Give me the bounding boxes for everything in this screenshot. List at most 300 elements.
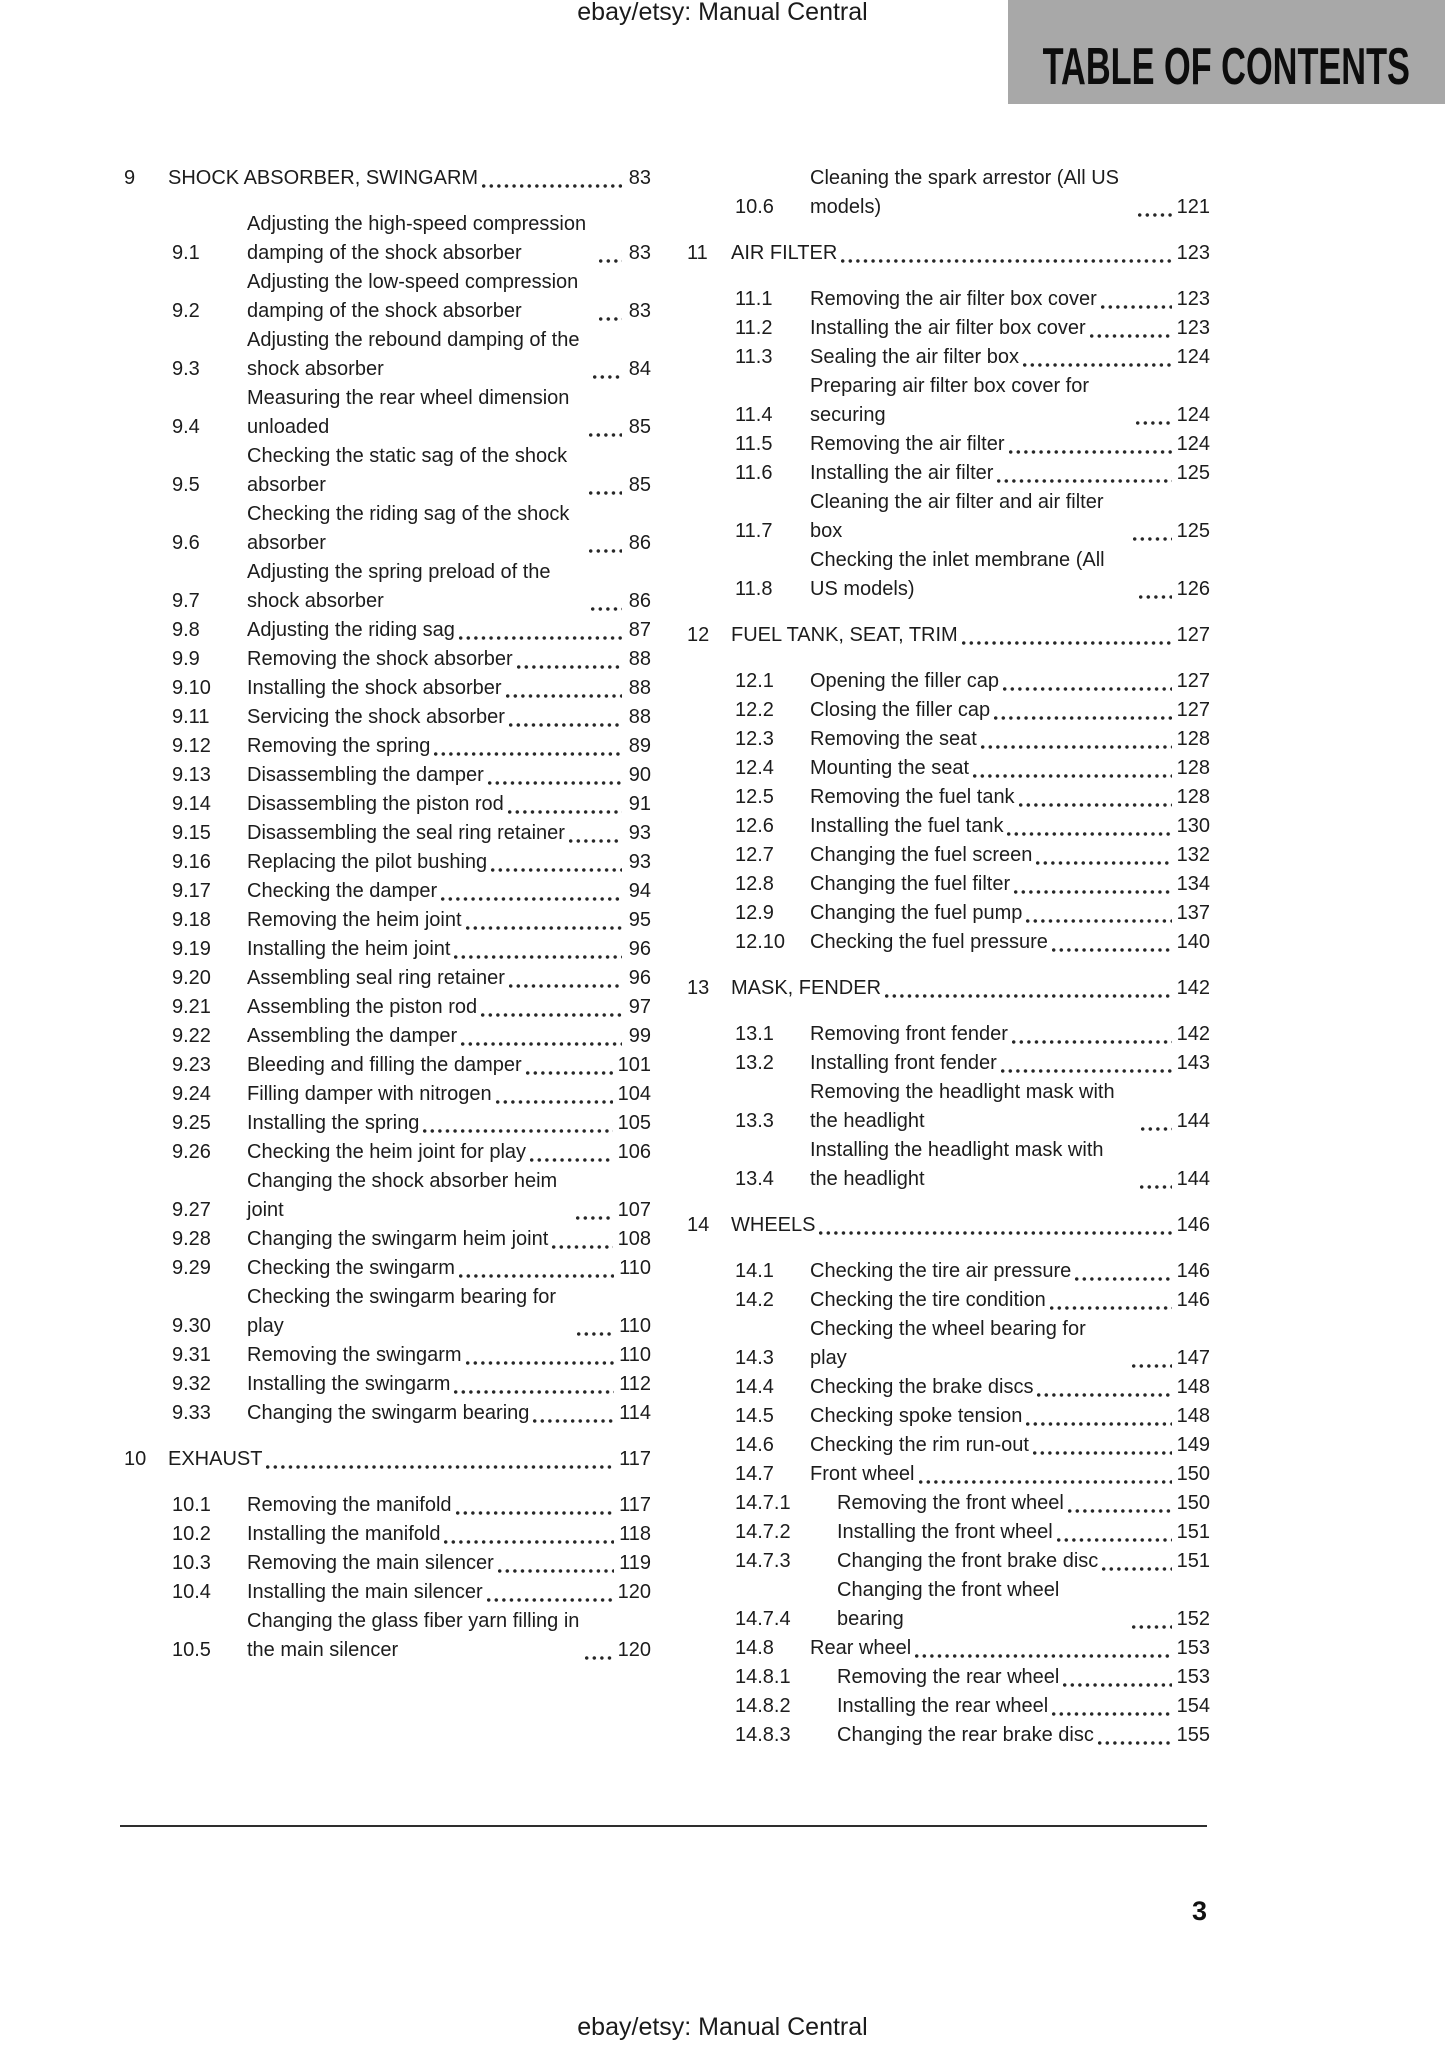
entry-number: 9.26 <box>172 1141 211 1163</box>
toc-entry-row <box>687 1136 1210 1194</box>
entry-title: MASK, FENDER <box>731 977 882 999</box>
entry-page-number: 123 <box>1176 317 1210 339</box>
toc-entry-row <box>124 1051 651 1080</box>
entry-number: 12.3 <box>735 728 774 750</box>
entry-page-number: 137 <box>1176 902 1210 924</box>
entry-page-number: 119 <box>619 1552 651 1574</box>
toc-entry-row <box>124 1491 651 1520</box>
entry-page-number: 97 <box>628 996 651 1018</box>
entry-page-number: 152 <box>1176 1608 1210 1630</box>
entry-number: 10.3 <box>172 1552 211 1574</box>
dot-leader <box>459 1274 614 1278</box>
dot-leader <box>1133 537 1172 541</box>
entry-title: Installing front fender <box>810 1052 997 1074</box>
entry-number: 9.2 <box>172 300 200 322</box>
entry-number: 12.4 <box>735 757 774 779</box>
entry-number: 10.5 <box>172 1639 211 1661</box>
dot-leader <box>973 774 1172 778</box>
entry-title: EXHAUST <box>168 1448 263 1470</box>
entry-page-number: 107 <box>617 1199 651 1221</box>
dot-leader <box>517 665 622 669</box>
toc-entry-row <box>124 1578 651 1607</box>
entry-title: Installing the swingarm <box>247 1373 451 1395</box>
entry-number: 14.2 <box>735 1289 774 1311</box>
dot-leader <box>589 549 622 553</box>
toc-entry-row <box>124 1109 651 1138</box>
entry-page-number: 155 <box>1176 1724 1210 1746</box>
entry-number: 11.3 <box>735 346 773 368</box>
entry-number: 14.8.1 <box>735 1666 791 1688</box>
entry-title: WHEELS <box>731 1214 816 1236</box>
toc-entry-row <box>687 546 1210 604</box>
dot-leader <box>599 259 622 263</box>
toc-entry-row <box>124 819 651 848</box>
entry-page-number: 95 <box>628 909 651 931</box>
entry-number: 9.25 <box>172 1112 211 1134</box>
toc-entry-row <box>124 645 651 674</box>
toc-entry-row <box>687 1634 1210 1663</box>
entry-number: 14.7.4 <box>735 1608 791 1630</box>
toc-entry-row <box>124 558 651 616</box>
toc-entry-row <box>124 1080 651 1109</box>
dot-leader <box>585 1656 612 1660</box>
entry-title: Disassembling the damper <box>247 764 484 786</box>
entry-number: 9.28 <box>172 1228 211 1250</box>
entry-title: Checking the swingarm bearing for play <box>247 1286 557 1337</box>
dot-leader <box>841 259 1171 263</box>
entry-page-number: 127 <box>1176 624 1210 646</box>
entry-page-number: 83 <box>628 300 651 322</box>
toc-entry-row <box>687 1518 1210 1547</box>
entry-number: 9 <box>124 167 136 189</box>
toc-chapter-row <box>687 239 1210 268</box>
entry-title: Adjusting the high-speed compression damping of the shock absorber <box>247 213 587 264</box>
entry-title: Removing the air filter <box>810 433 1005 455</box>
entry-title: Removing the main silencer <box>247 1552 494 1574</box>
toc-entry-row <box>687 725 1210 754</box>
toc-entry-row <box>687 1547 1210 1576</box>
entry-page-number: 146 <box>1176 1214 1210 1236</box>
toc-entry-row <box>687 783 1210 812</box>
entry-number: 9.12 <box>172 735 211 757</box>
entry-number: 14.6 <box>735 1434 774 1456</box>
entry-number: 13.1 <box>735 1023 774 1045</box>
entry-title: Changing the rear brake disc <box>837 1724 1094 1746</box>
toc-entry-row <box>124 1138 651 1167</box>
toc-entry-row <box>687 696 1210 725</box>
entry-title: Removing the front wheel <box>837 1492 1064 1514</box>
dot-leader <box>423 1129 612 1133</box>
entry-number: 9.4 <box>172 416 200 438</box>
entry-page-number: 127 <box>1176 699 1210 721</box>
entry-number: 9.6 <box>172 532 200 554</box>
entry-page-number: 110 <box>619 1344 651 1366</box>
entry-title: Cleaning the air filter and air filter box <box>810 491 1104 542</box>
entry-title: Removing the fuel tank <box>810 786 1015 808</box>
entry-number: 9.18 <box>172 909 211 931</box>
dot-leader <box>461 1042 622 1046</box>
toc-entry-row <box>687 754 1210 783</box>
toc-entry-row <box>124 848 651 877</box>
entry-title: Removing the swingarm <box>247 1344 462 1366</box>
toc-chapter-row <box>687 974 1210 1003</box>
entry-number: 9.19 <box>172 938 211 960</box>
toc-entry-row <box>687 1576 1210 1634</box>
dot-leader <box>1014 890 1171 894</box>
entry-title: Removing front fender <box>810 1023 1008 1045</box>
entry-title: Checking the inlet membrane (All US models) <box>810 549 1105 600</box>
entry-number: 12.1 <box>735 670 774 692</box>
dot-leader <box>491 868 622 872</box>
dot-leader <box>1098 1741 1172 1745</box>
toc-entry-row <box>124 1549 651 1578</box>
entry-number: 9.10 <box>172 677 211 699</box>
dot-leader <box>1068 1509 1172 1513</box>
entry-page-number: 143 <box>1176 1052 1210 1074</box>
entry-page-number: 117 <box>619 1494 651 1516</box>
entry-number: 13.2 <box>735 1052 774 1074</box>
entry-title: Removing the air filter box cover <box>810 288 1097 310</box>
entry-title: Cleaning the spark arrestor (All US models) <box>810 167 1120 218</box>
dot-leader <box>434 752 622 756</box>
toc-banner <box>1008 0 1445 104</box>
toc-entry-row <box>124 326 651 384</box>
toc-entry-row <box>124 877 651 906</box>
dot-leader <box>466 1361 615 1365</box>
dot-leader <box>981 745 1172 749</box>
toc-entry-row <box>687 430 1210 459</box>
dot-leader <box>1141 1127 1172 1131</box>
entry-page-number: 132 <box>1176 844 1210 866</box>
entry-title: Installing the main silencer <box>247 1581 483 1603</box>
entry-title: Checking the tire air pressure <box>810 1260 1072 1282</box>
entry-number: 14.4 <box>735 1376 774 1398</box>
entry-page-number: 105 <box>617 1112 651 1134</box>
entry-number: 11.4 <box>735 404 773 426</box>
entry-page-number: 150 <box>1176 1492 1210 1514</box>
toc-entry-row <box>687 1489 1210 1518</box>
toc-entry-row <box>687 164 1210 222</box>
toc-entry-row <box>687 1692 1210 1721</box>
entry-page-number: 142 <box>1176 977 1210 999</box>
dot-leader <box>454 955 622 959</box>
entry-title: Removing the rear wheel <box>837 1666 1060 1688</box>
entry-page-number: 118 <box>619 1523 651 1545</box>
dot-leader <box>1090 334 1172 338</box>
entry-number: 10.4 <box>172 1581 211 1603</box>
entry-number: 9.3 <box>172 358 200 380</box>
dot-leader <box>962 641 1172 645</box>
entry-number: 9.32 <box>172 1373 211 1395</box>
dot-leader <box>526 1071 613 1075</box>
dot-leader <box>1102 1567 1171 1571</box>
entry-title: Checking the static sag of the shock absorber <box>247 445 568 496</box>
entry-title: Closing the filler cap <box>810 699 991 721</box>
entry-page-number: 144 <box>1176 1168 1210 1190</box>
toc-entry-row <box>124 1607 651 1665</box>
entry-title: Rear wheel <box>810 1637 912 1659</box>
entry-title: Installing the front wheel <box>837 1521 1053 1543</box>
entry-title: Changing the glass fiber yarn filling in the main silencer <box>247 1610 580 1661</box>
dot-leader <box>915 1654 1171 1658</box>
dot-leader <box>509 723 622 727</box>
entry-page-number: 140 <box>1176 931 1210 953</box>
toc-entry-row <box>687 1460 1210 1489</box>
entry-title: Installing the air filter box cover <box>810 317 1086 339</box>
dot-leader <box>456 1511 615 1515</box>
entry-page-number: 144 <box>1176 1110 1210 1132</box>
toc-entry-row <box>124 964 651 993</box>
entry-title: Disassembling the seal ring retainer <box>247 822 565 844</box>
toc-chapter-row <box>124 164 651 193</box>
entry-page-number: 120 <box>617 1639 651 1661</box>
toc-entry-row <box>124 906 651 935</box>
toc-entry-row <box>687 1078 1210 1136</box>
entry-number: 14.1 <box>735 1260 774 1282</box>
entry-title: Removing the manifold <box>247 1494 452 1516</box>
header-doc-title: ebay/etsy: Manual Central <box>577 0 868 26</box>
entry-title: Assembling seal ring retainer <box>247 967 505 989</box>
entry-title: Installing the shock absorber <box>247 677 502 699</box>
entry-number: 12.7 <box>735 844 774 866</box>
entry-page-number: 114 <box>619 1402 651 1424</box>
entry-number: 9.30 <box>172 1315 211 1337</box>
dot-leader <box>552 1245 612 1249</box>
toc-entry-row <box>687 667 1210 696</box>
dot-leader <box>599 317 622 321</box>
entry-title: Changing the front wheel bearing <box>837 1579 1060 1630</box>
dot-leader <box>1007 832 1171 836</box>
dot-leader <box>1009 450 1172 454</box>
entry-page-number: 151 <box>1176 1550 1210 1572</box>
entry-page-number: 101 <box>617 1054 651 1076</box>
entry-number: 9.15 <box>172 822 211 844</box>
entry-title: AIR FILTER <box>731 242 838 264</box>
dot-leader <box>482 184 622 188</box>
entry-title: FUEL TANK, SEAT, TRIM <box>731 624 958 646</box>
toc-entry-row <box>687 1663 1210 1692</box>
entry-number: 12.8 <box>735 873 774 895</box>
entry-number: 14.8.3 <box>735 1724 791 1746</box>
entry-page-number: 104 <box>617 1083 651 1105</box>
dot-leader <box>819 1231 1171 1235</box>
dot-leader <box>1132 1364 1172 1368</box>
footer-doc-title: ebay/etsy: Manual Central <box>577 2013 868 2041</box>
dot-leader <box>466 926 622 930</box>
dot-leader <box>1052 1712 1171 1716</box>
entry-number: 11 <box>687 242 708 264</box>
dot-leader <box>591 607 622 611</box>
entry-page-number: 153 <box>1176 1666 1210 1688</box>
entry-page-number: 128 <box>1176 786 1210 808</box>
dot-leader <box>589 433 622 437</box>
entry-page-number: 86 <box>628 532 651 554</box>
entry-page-number: 94 <box>628 880 651 902</box>
toc-entry-row <box>687 372 1210 430</box>
toc-entry-row <box>124 935 651 964</box>
entry-number: 9.11 <box>172 706 210 728</box>
entry-page-number: 120 <box>617 1581 651 1603</box>
entry-number: 9.5 <box>172 474 200 496</box>
toc-entry-row <box>687 459 1210 488</box>
entry-number: 9.7 <box>172 590 200 612</box>
entry-number: 12.6 <box>735 815 774 837</box>
entry-page-number: 146 <box>1176 1260 1210 1282</box>
entry-title: Checking the fuel pressure <box>810 931 1048 953</box>
entry-number: 14.7 <box>735 1463 774 1485</box>
toc-entry-row <box>687 1049 1210 1078</box>
entry-title: Removing the spring <box>247 735 431 757</box>
entry-title: Checking the swingarm <box>247 1257 455 1279</box>
entry-number: 12 <box>687 624 710 646</box>
entry-title: Adjusting the spring preload of the shock absorber <box>247 561 551 612</box>
entry-title: Installing the headlight mask with the headlight <box>810 1139 1104 1190</box>
entry-number: 9.31 <box>172 1344 211 1366</box>
entry-title: Changing the front brake disc <box>837 1550 1099 1572</box>
table-of-contents <box>124 164 1210 1750</box>
dot-leader <box>1012 1040 1172 1044</box>
toc-entry-row <box>124 993 651 1022</box>
toc-entry-row <box>124 1520 651 1549</box>
dot-leader <box>459 636 622 640</box>
entry-number: 9.23 <box>172 1054 211 1076</box>
entry-title: Checking spoke tension <box>810 1405 1023 1427</box>
toc-entry-row <box>687 1721 1210 1750</box>
dot-leader <box>481 1013 622 1017</box>
entry-title: Checking the heim joint for play <box>247 1141 527 1163</box>
entry-page-number: 91 <box>628 793 651 815</box>
dot-leader <box>530 1158 613 1162</box>
entry-page-number: 134 <box>1176 873 1210 895</box>
entry-page-number: 154 <box>1176 1695 1210 1717</box>
entry-page-number: 148 <box>1176 1405 1210 1427</box>
entry-page-number: 87 <box>628 619 651 641</box>
entry-title: Checking the rim run-out <box>810 1434 1029 1456</box>
entry-page-number: 106 <box>617 1141 651 1163</box>
entry-title: Measuring the rear wheel dimension unloaded <box>247 387 570 438</box>
dot-leader <box>1050 1306 1172 1310</box>
toc-entry-row <box>124 732 651 761</box>
dot-leader <box>488 781 622 785</box>
entry-page-number: 149 <box>1176 1434 1210 1456</box>
toc-entry-row <box>687 488 1210 546</box>
entry-number: 11.8 <box>735 578 773 600</box>
toc-entry-row <box>124 790 651 819</box>
toc-entry-row <box>687 1402 1210 1431</box>
entry-page-number: 88 <box>628 677 651 699</box>
dot-leader <box>1063 1683 1171 1687</box>
dot-leader <box>441 897 622 901</box>
entry-number: 14.8.2 <box>735 1695 791 1717</box>
toc-entry-row <box>687 928 1210 957</box>
entry-title: Installing the spring <box>247 1112 420 1134</box>
dot-leader <box>487 1598 613 1602</box>
entry-page-number: 121 <box>1176 196 1210 218</box>
entry-page-number: 153 <box>1176 1637 1210 1659</box>
dot-leader <box>1140 1185 1172 1189</box>
entry-number: 9.17 <box>172 880 211 902</box>
dot-leader <box>266 1465 614 1469</box>
dot-leader <box>533 1419 614 1423</box>
entry-page-number: 124 <box>1176 346 1210 368</box>
toc-entry-row <box>687 899 1210 928</box>
toc-entry-row <box>124 1283 651 1341</box>
toc-entry-row <box>687 1373 1210 1402</box>
entry-number: 12.5 <box>735 786 774 808</box>
dot-leader <box>589 491 622 495</box>
entry-title: Sealing the air filter box <box>810 346 1020 368</box>
entry-page-number: 123 <box>1176 288 1210 310</box>
entry-number: 9.13 <box>172 764 211 786</box>
toc-entry-row <box>124 1341 651 1370</box>
dot-leader <box>1037 1393 1171 1397</box>
dot-leader <box>1003 687 1172 691</box>
dot-leader <box>919 1480 1172 1484</box>
dot-leader <box>994 716 1172 720</box>
entry-page-number: 112 <box>619 1373 651 1395</box>
entry-page-number: 130 <box>1176 815 1210 837</box>
dot-leader <box>569 839 622 843</box>
toc-entry-row <box>687 1257 1210 1286</box>
entry-title: Changing the shock absorber heim joint <box>247 1170 558 1221</box>
dot-leader <box>508 810 622 814</box>
entry-title: Changing the fuel pump <box>810 902 1023 924</box>
entry-title: Disassembling the piston rod <box>247 793 504 815</box>
dot-leader <box>593 375 622 379</box>
entry-title: Checking the tire condition <box>810 1289 1046 1311</box>
entry-page-number: 88 <box>628 706 651 728</box>
entry-title: Changing the swingarm heim joint <box>247 1228 549 1250</box>
dot-leader <box>444 1540 614 1544</box>
footer-divider <box>120 1825 1207 1827</box>
toc-entry-row <box>687 285 1210 314</box>
entry-title: Assembling the piston rod <box>247 996 478 1018</box>
dot-leader <box>1138 213 1172 217</box>
toc-banner-title: TABLE OF CONTENTS <box>1042 38 1411 96</box>
entry-page-number: 125 <box>1176 462 1210 484</box>
toc-entry-row <box>687 841 1210 870</box>
entry-page-number: 85 <box>628 474 651 496</box>
entry-number: 11.5 <box>735 433 773 455</box>
toc-column-left <box>124 164 651 1750</box>
entry-page-number: 88 <box>628 648 651 670</box>
entry-page-number: 93 <box>628 822 651 844</box>
entry-number: 14.7.3 <box>735 1550 791 1572</box>
entry-page-number: 126 <box>1176 578 1210 600</box>
toc-chapter-row <box>687 621 1210 650</box>
entry-number: 9.27 <box>172 1199 211 1221</box>
toc-entry-row <box>124 442 651 500</box>
entry-title: Preparing air filter box cover for securing <box>810 375 1090 426</box>
entry-title: Removing the seat <box>810 728 977 750</box>
toc-entry-row <box>687 314 1210 343</box>
dot-leader <box>1139 595 1171 599</box>
entry-number: 12.9 <box>735 902 774 924</box>
entry-number: 10.2 <box>172 1523 211 1545</box>
entry-title: Checking the damper <box>247 880 438 902</box>
dot-leader <box>577 1332 614 1336</box>
entry-title: Opening the filler cap <box>810 670 1000 692</box>
toc-chapter-row <box>124 1445 651 1474</box>
entry-title: Adjusting the rebound damping of the shock absorber <box>247 329 580 380</box>
dot-leader <box>1132 1625 1172 1629</box>
entry-title: Assembling the damper <box>247 1025 458 1047</box>
entry-title: Installing the manifold <box>247 1523 441 1545</box>
entry-page-number: 124 <box>1176 404 1210 426</box>
toc-entry-row <box>124 1225 651 1254</box>
dot-leader <box>1101 305 1172 309</box>
entry-title: Installing the air filter <box>810 462 994 484</box>
